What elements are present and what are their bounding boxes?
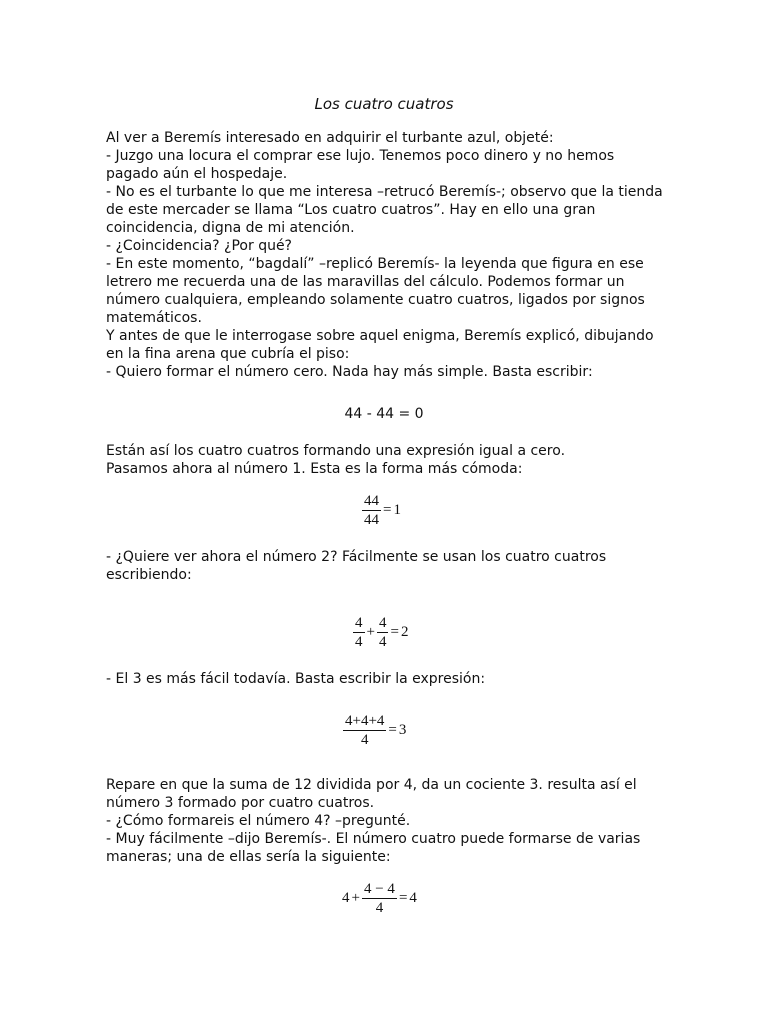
paragraph-intro [106,129,666,381]
text-line: - ¿Quiere ver ahora el número 2? Fácilmente se usan los cuatro cuatros escribiendo: [106,549,607,583]
numerator: 4 − 4 [363,881,395,897]
fraction [377,614,389,651]
text-line: - En este momento, “bagdalí” –replicó Beremís- la leyenda que figura en ese letrero me recuerda una de las maravillas del cálculo. Podemos formar un número cualquiera, empleando solamente cuatro cuatros, ligados por signos matemáticos. [106,256,645,326]
numerator: 44 [364,493,379,509]
denominator: 4 [355,634,363,650]
paragraph-two [106,548,666,584]
text-line: - Muy fácilmente –dijo Beremís-. El número cuatro puede formarse de varias maneras; una de ellas sería la siguiente: [106,831,641,865]
text-line: - Quiero formar el número cero. Nada hay más simple. Basta escribir: [106,364,593,380]
denominator: 4 [378,634,387,650]
fraction [362,492,381,529]
numerator: 4 [378,615,387,631]
expression-zero: 44 - 44 = 0 [344,406,424,422]
expression-three [343,712,406,749]
expression-four [342,880,417,917]
numerator: 4+4+4 [345,713,385,729]
result: 4 [409,890,417,906]
text-line: Al ver a Beremís interesado en adquirir el turbante azul, objeté: [106,130,554,146]
fraction [362,880,397,917]
equals-sign: = [388,722,397,738]
paragraph-four [106,776,666,866]
text-line: Repare en que la suma de 12 dividida por 4, da un cociente 3. resulta así el número 3 formado por cuatro cuatros. [106,777,637,811]
fraction [353,614,365,651]
equals-sign: = [390,624,399,640]
text-line: - El 3 es más fácil todavía. Basta escribir la expresión: [106,671,486,687]
text-line: - No es el turbante lo que me interesa –retrucó Beremís-; observo que la tienda de este mercader se llama “Los cuatro cuatros”. Hay en ello una gran coincidencia, digna de mi atención. [106,184,663,236]
denominator: 44 [364,512,379,528]
result: 2 [400,624,409,640]
text-line: - Juzgo una locura el comprar ese lujo. Tenemos poco dinero y no hemos pagado aún el hospedaje. [106,148,615,182]
text-line: - ¿Coincidencia? ¿Por qué? [106,238,292,254]
result: 1 [393,502,401,518]
expression-one [362,492,401,529]
text-line: Están así los cuatro cuatros formando una expresión igual a cero. [106,443,566,459]
denominator: 4 [360,732,369,748]
paragraph-one [106,442,666,478]
equals-sign: = [398,890,408,906]
numerator: 4 [355,615,363,631]
document-title: Los cuatro cuatros [314,95,454,113]
lead-term: 4 [342,890,350,906]
result: 3 [398,722,407,738]
plus-sign: + [366,624,375,640]
text-line: Pasamos ahora al número 1. Esta es la forma más cómoda: [106,461,523,477]
equals-sign: = [383,502,392,518]
plus-sign: + [351,890,360,906]
fraction [343,712,386,749]
text-line: Y antes de que le interrogase sobre aquel enigma, Beremís explicó, dibujando en la fina arena que cubría el piso: [106,328,654,362]
paragraph-three [106,670,666,688]
text-line: - ¿Cómo formareis el número 4? –pregunté. [106,813,411,829]
denominator: 4 [375,900,384,916]
expression-two [353,614,408,651]
